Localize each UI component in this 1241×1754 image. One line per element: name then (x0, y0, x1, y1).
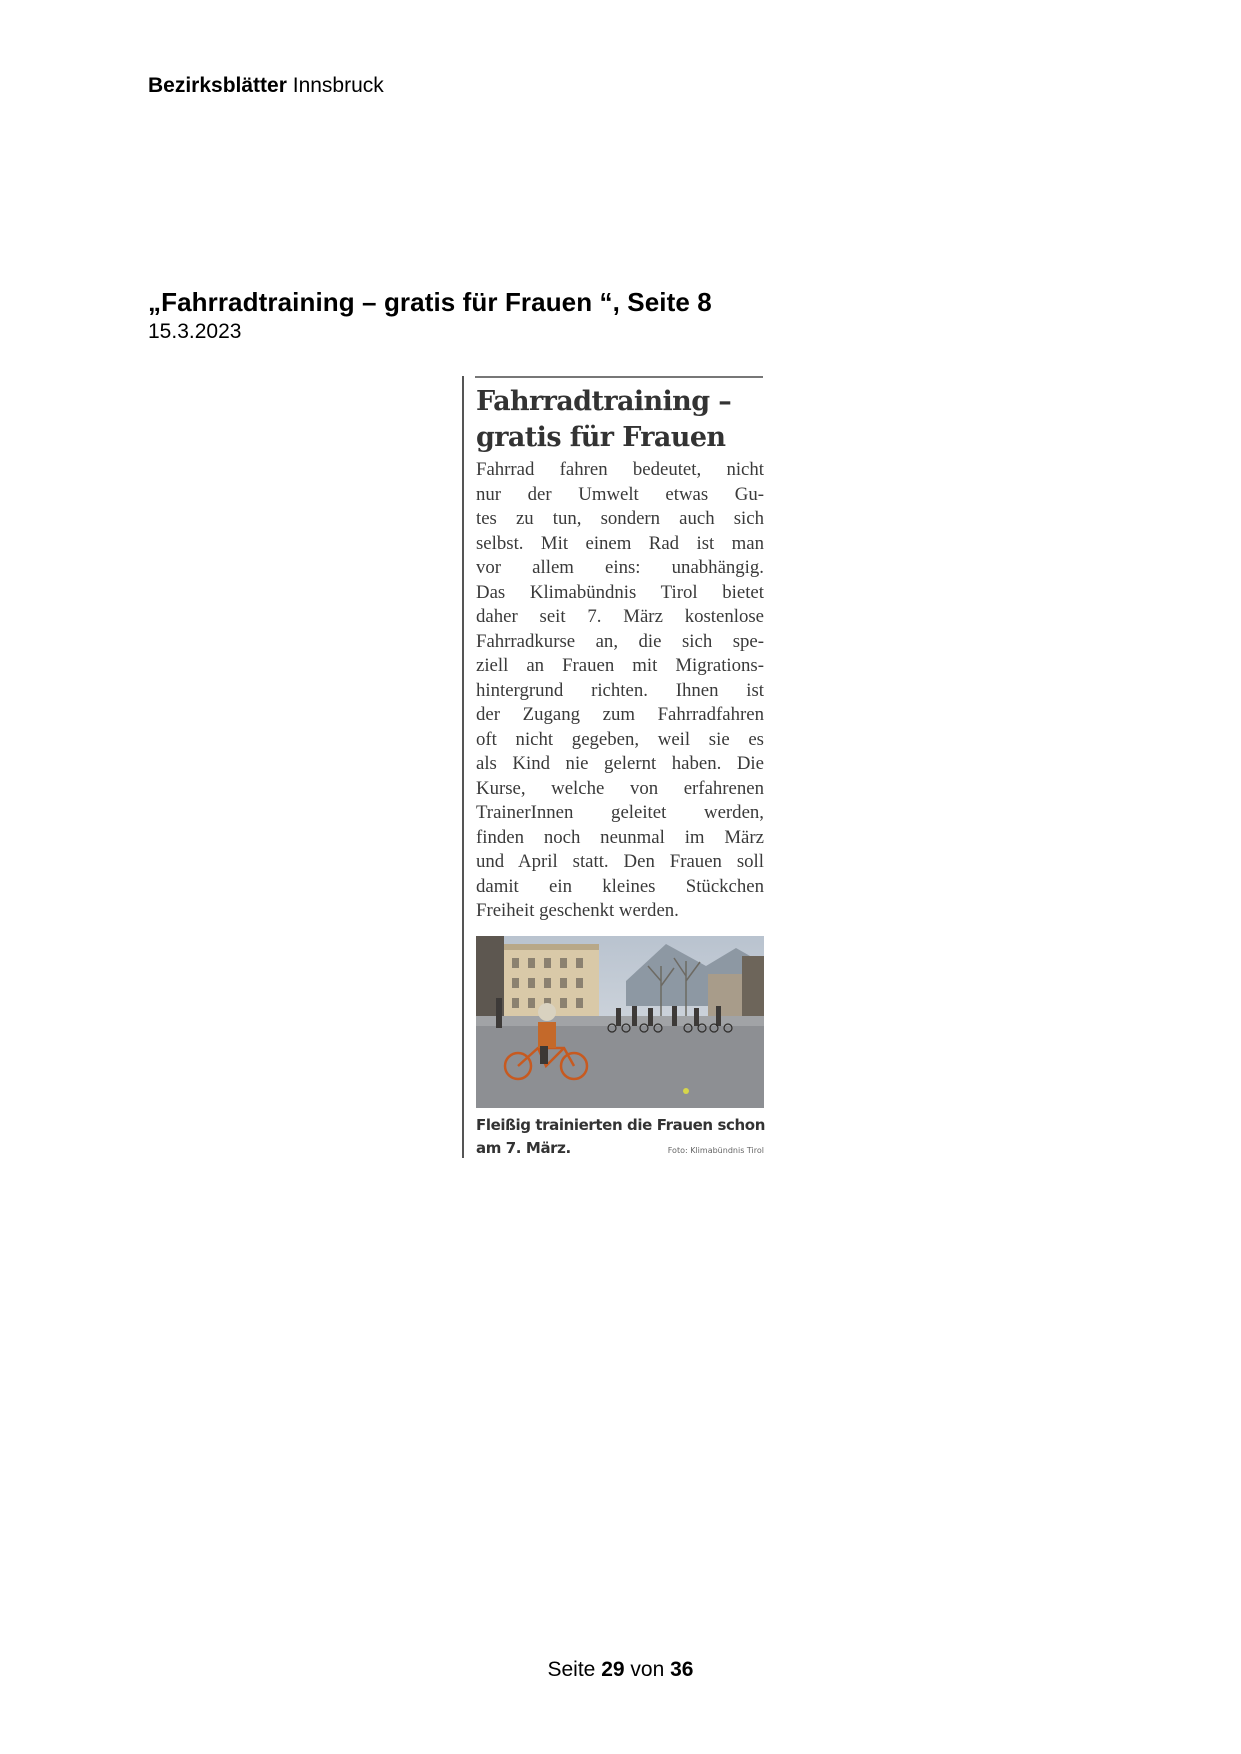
body-line: der Zugang zum Fahrradfahren (476, 704, 764, 725)
body-line: und April statt. Den Frauen soll (476, 851, 764, 872)
body-line: Fahrrad fahren bedeutet, nicht (476, 459, 764, 480)
publication-name: Bezirksblätter (148, 74, 287, 97)
body-line: tes zu tun, sondern auch sich (476, 508, 764, 529)
page-footer (0, 1658, 1241, 1682)
body-line: Fahrradkurse an, die sich spe- (476, 630, 764, 652)
photo-credit: Foto: Klimabündnis Tirol (667, 1146, 764, 1155)
article-photo (476, 936, 764, 1108)
body-line: damit ein kleines Stückchen (476, 875, 764, 897)
article-headline (476, 384, 766, 456)
body-line: Freiheit geschenkt werden. (476, 900, 679, 921)
body-line: als Kind nie gelernt haben. Die (476, 753, 764, 774)
caption-line: am 7. März. (476, 1139, 571, 1157)
body-line: Kurse, welche von erfahrenen (476, 777, 764, 799)
headline-line: gratis für Frauen (476, 422, 726, 453)
footer-middle: von (630, 1658, 665, 1681)
body-line: ziell an Frauen mit Migrations- (476, 655, 764, 676)
footer-page-total: 36 (670, 1658, 694, 1681)
clipping-top-rule (475, 376, 763, 378)
body-line: oft nicht gegeben, weil sie es (476, 728, 764, 750)
body-line: vor allem eins: unabhängig. (476, 557, 764, 578)
publication-header (148, 74, 384, 98)
body-line: selbst. Mit einem Rad ist man (476, 532, 764, 554)
body-line: finden noch neunmal im März (476, 826, 764, 848)
body-line: Das Klimabündnis Tirol bietet (476, 581, 764, 603)
body-line: nur der Umwelt etwas Gu- (476, 483, 764, 505)
document-title: „Fahrradtraining – gratis für Frauen “, Seite 8 (148, 287, 712, 317)
document-date: 15.3.2023 (148, 320, 242, 343)
headline-line: Fahrradtraining – (476, 386, 732, 417)
body-line: TrainerInnen geleitet werden, (476, 802, 764, 823)
newspaper-clipping (462, 376, 764, 1158)
footer-prefix: Seite (547, 1658, 596, 1681)
publication-edition: Innsbruck (292, 74, 384, 97)
footer-page-number: 29 (601, 1658, 625, 1681)
caption-line: Fleißig trainierten die Frauen schon (476, 1116, 765, 1134)
article-body (476, 458, 764, 924)
body-line: daher seit 7. März kostenlose (476, 606, 764, 627)
body-line: hintergrund richten. Ihnen ist (476, 679, 764, 701)
